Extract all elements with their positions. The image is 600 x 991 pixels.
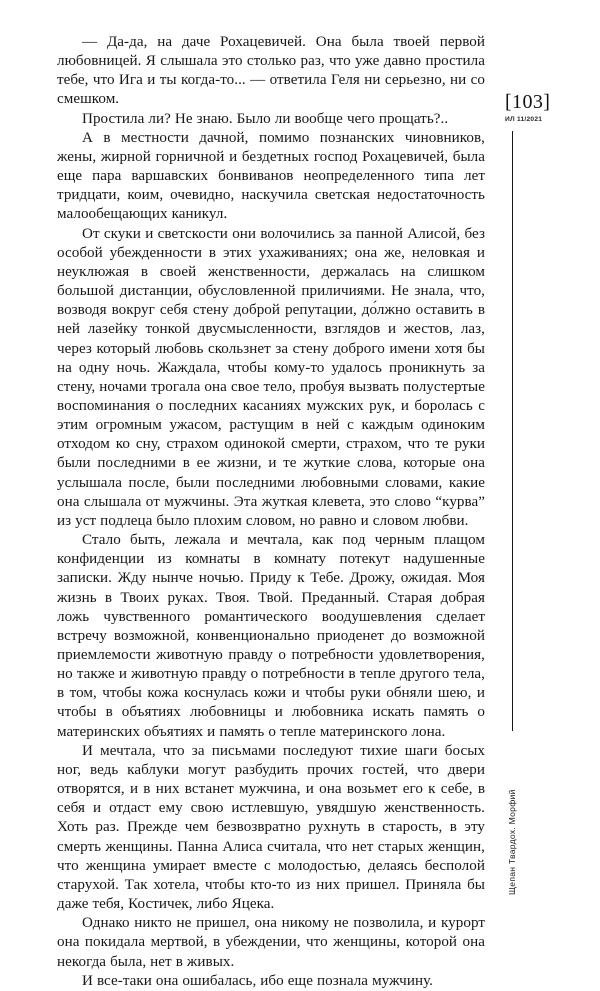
margin-vertical-rule [512,131,513,731]
body-text-column [57,33,485,991]
paragraph: Стало быть, лежала и мечтала, как под черным плащом конфиденции из комнаты в комнату потекут надушенные записки. Жду нынче ночью. Приду к Тебе. Дрожу, ожидая. Моя жизнь в Твоих руках. Твоя. Твой. Преданный. Старая добрая ложь чувственного романтического воодушевления сделает встречу возможной, конвенционально приоденет до возможной приемлемости животную правду о потребности удовлетворения, но также и животную правду о потребности в тепле другого тела, в том, чтобы кожа коснулась кожи и чтобы руки обняли шею, и чтобы в объятиях любовницы и любовника искать память о материнских объятиях и память о тепле материнского лона. [57,532,485,740]
paragraph: А в местности дачной, помимо познанских чиновников, жены, жирной горничной и бездетных господ Рохацевичей, была еще пара варшавских бонвиванов неопределенного типа лет тридцати, коим, очевидно, наскучила светская недостаточность малообещающих каникул. [57,129,485,223]
page-number: [103] [505,91,551,113]
folio-block [505,90,595,124]
paragraph: Простила ли? Не знаю. Было ли вообще чего прощать?.. [82,110,449,127]
issue-label: ИЛ 11/2021 [505,116,543,123]
paragraph: И мечтала, что за письмами последуют тихие шаги босых ног, ведь каблуки могут разбудить прочих гостей, что двери отворятся, и в них встанет мужчина, и она возьмет его к себе, в себя и отдаст ему свою истлевшую, увядшую женственность. Хоть раз. Прежде чем безвозвратно рухнуть в старость, в эту смерть женщины. Панна Алиса считала, что нет старых женщин, что женщина умирает вместе с молодостью, делаясь бесполой старухой. Так хотела, чтобы кто-то из них пришел. Приняла бы даже тебя, Костичек, либо Яцека. [57,742,485,913]
running-title: Щепан Твардох. Морфий [507,789,517,895]
paragraph: И все-таки она ошибалась, ибо еще познала мужчину. [82,972,433,989]
paragraph: От скуки и светскости они волочились за панной Алисой, без особой убежденности в этих ухаживаниях; она же, неловкая и неуклюжая в своей женственности, держалась на слишком большой дистанции, обусловленной приличиями. Не знала, что, возводя вокруг себя стену доброй репутации, до́лжно оставить в ней лазейку тонкой двусмысленности, взглядов и жестов, лаз, через который любовь скользнет за стену доброго имени хотя бы на одну ночь. Жаждала, чтобы кому-то удалось проникнуть за стену, ночами трогала она свое тело, пробуя вызвать полустертые воспоминания о последних касаниях мужских рук, и боролась с этим огромным ужасом, растущим в ней с каждым одиноким отходом ко сну, страхом одинокой смерти, страхом, что те руки были последними в ее жизни, и те жуткие слова, которые она услышала после, были последними любовными словами, какие она слышала от мужчины. Эта жуткая клевета, это слово “курва” из уст подлеца было плохим словом, но равно и словом любви. [57,225,485,529]
paragraph: Однако никто не пришел, она никому не позволила, и курорт она покидала мертвой, в убеждении, что женщины, которой она некогда была, нет в живых. [57,915,485,970]
paragraph: — Да-да, на даче Рохацевичей. Она была твоей первой любовницей. Я слышала это столько раз, что уже давно простила тебе, что Ига и ты когда-то... — ответила Геля ни серьезно, ни со смешком. [57,34,485,108]
